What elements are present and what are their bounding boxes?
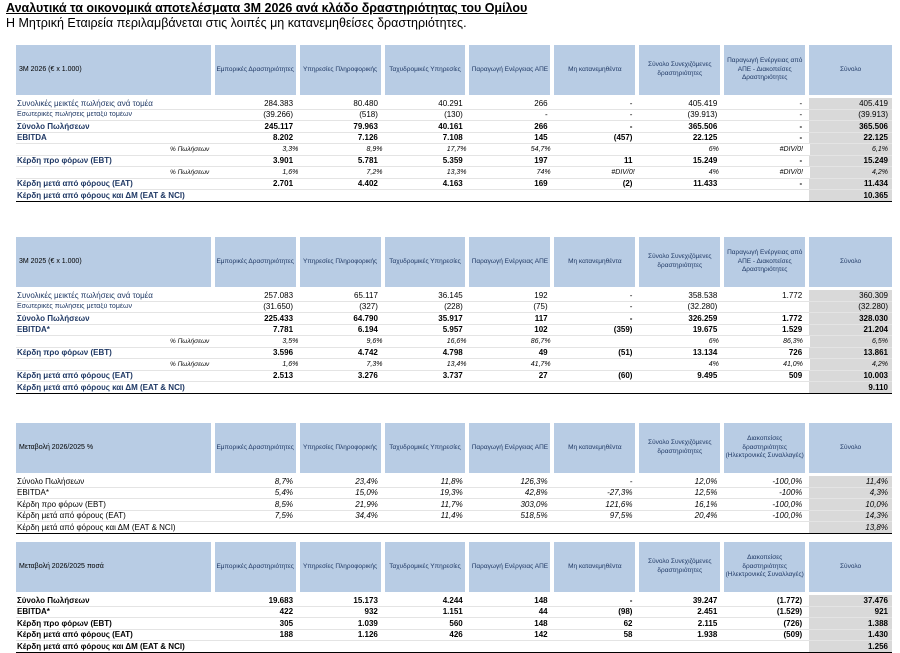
column-header: Υπηρεσίες Πληροφορικής	[300, 423, 381, 473]
table-cell: 117	[534, 313, 548, 323]
column-header: Παραγωγή Ενέργειας ΑΠΕ	[469, 423, 550, 473]
total-cell: 21.204	[809, 325, 892, 336]
column-header: Μη κατανεμηθέντα	[554, 542, 635, 592]
total-cell: 1.388	[809, 618, 892, 629]
table-cell: 4.402	[357, 179, 378, 189]
row-label: Σύνολο Πωλήσεων	[17, 313, 90, 323]
table-cell: 40.161	[438, 121, 463, 131]
table-cell: 15.249	[692, 156, 718, 166]
table-cell: 4.244	[442, 595, 463, 605]
table-cell: 422	[279, 607, 294, 617]
column-header: Ταχυδρομικές Υπηρεσίες	[385, 542, 466, 592]
total-cell: 405.419	[809, 98, 892, 109]
table-cell: 148	[534, 595, 548, 605]
table-row	[16, 371, 892, 383]
table-row	[16, 190, 892, 202]
table-cell: 19.675	[692, 325, 718, 335]
table-row	[16, 522, 892, 534]
total-cell: 1.430	[809, 630, 892, 641]
row-label: Σύνολο Πωλήσεων	[17, 121, 90, 131]
table-row	[16, 179, 892, 191]
table-cell: -	[629, 110, 633, 120]
table-cell: (39.266)	[263, 110, 294, 120]
table-cell: 11,8%	[440, 476, 463, 486]
table-cell: 54,7%	[530, 145, 551, 153]
table-cell: -	[799, 156, 803, 166]
total-cell: 10.003	[809, 371, 892, 382]
column-header: Εμπορικές Δραστηριότητες	[215, 542, 296, 592]
row-label: Κέρδη μετά από φόρους και ΔΜ (EAT & NCI)	[17, 382, 185, 392]
table-body	[16, 595, 892, 653]
table-cell: 148	[534, 618, 548, 628]
row-label: % Πωλήσεων	[170, 337, 210, 345]
row-label: Σύνολο Πωλήσεων	[17, 595, 90, 605]
table-cell: (1.529)	[776, 607, 803, 617]
total-cell: 9.110	[809, 382, 892, 393]
table-cell: (98)	[618, 607, 633, 617]
table-cell: 4%	[708, 360, 719, 368]
table-cell: 42,8%	[524, 488, 548, 498]
table-cell: 1.126	[357, 630, 378, 640]
column-header: Μη κατανεμηθέντα	[554, 45, 635, 95]
table-cell: 9.495	[697, 371, 718, 381]
row-label: Κέρδη προ φόρων (EBT)	[17, 348, 112, 358]
financial-table-2	[16, 237, 892, 394]
table-header	[16, 237, 892, 287]
total-cell: 37.476	[809, 595, 892, 606]
row-label: Συνολικές μεικτές πωλήσεις ανά τομέα	[17, 290, 153, 300]
table-row	[16, 156, 892, 168]
table-cell: 1,6%	[282, 360, 299, 368]
table-period-label: Μεταβολή 2026/2025 ποσά	[16, 542, 211, 592]
table-cell: 6.194	[357, 325, 378, 335]
table-cell: 19,3%	[440, 488, 463, 498]
row-label: Συνολικές μεικτές πωλήσεις ανά τομέα	[17, 98, 153, 108]
table-row	[16, 325, 892, 337]
row-label: EBITDA	[17, 133, 47, 143]
table-cell: 15,0%	[355, 488, 378, 498]
table-cell: -	[629, 290, 633, 300]
column-header: Εμπορικές Δραστηριότητες	[215, 237, 296, 287]
total-cell: 13.861	[809, 348, 892, 359]
row-label: Εσωτερικές πωλήσεις μεταξύ τομέων	[17, 303, 132, 311]
column-header: Παραγωγή Ενέργειας ΑΠΕ	[469, 542, 550, 592]
table-cell: 11,7%	[440, 499, 463, 509]
table-cell: 932	[364, 607, 378, 617]
table-cell: 8.202	[273, 133, 294, 143]
row-label: Κέρδη μετά από φόρους (EAT)	[17, 630, 133, 640]
table-cell: 257.083	[264, 290, 294, 300]
table-cell: 7,5%	[274, 511, 294, 521]
total-cell: 11.434	[809, 179, 892, 190]
table-row	[16, 476, 892, 488]
table-cell: 2.451	[697, 607, 718, 617]
column-header: Παραγωγή Ενέργειας ΑΠΕ	[469, 237, 550, 287]
table-cell: 3,5%	[282, 337, 299, 345]
table-cell: 1.151	[442, 607, 463, 617]
row-label: Κέρδη προ φόρων (EBT)	[17, 618, 112, 628]
table-row	[16, 348, 892, 360]
table-cell: 4.163	[442, 179, 463, 189]
table-cell: (518)	[359, 110, 378, 120]
column-header: Υπηρεσίες Πληροφορικής	[300, 45, 381, 95]
table-cell: (327)	[359, 302, 378, 312]
table-cell: -	[799, 121, 803, 131]
row-label: Κέρδη μετά από φόρους (EAT)	[17, 179, 133, 189]
column-header: Παραγωγή Ενέργειας ΑΠΕ	[469, 45, 550, 95]
table-row	[16, 618, 892, 630]
table-cell: 7.108	[442, 133, 463, 143]
row-label: % Πωλήσεων	[170, 145, 210, 153]
table-cell: 62	[623, 618, 633, 628]
total-cell: 14,3%	[809, 511, 892, 522]
total-cell: 13,8%	[809, 522, 892, 533]
table-cell: 169	[534, 179, 548, 189]
table-cell: 3,3%	[282, 145, 299, 153]
table-cell: 303,0%	[520, 499, 548, 509]
table-row	[16, 313, 892, 325]
total-cell: 4,3%	[809, 488, 892, 499]
column-header: Εμπορικές Δραστηριότητες	[215, 45, 296, 95]
table-cell: (457)	[613, 133, 633, 143]
table-cell: 245.117	[264, 121, 294, 131]
table-row	[16, 488, 892, 500]
table-cell: 192	[534, 290, 548, 300]
table-cell: 726	[788, 348, 803, 358]
table-cell: -	[629, 121, 633, 131]
table-cell: 12,5%	[694, 488, 718, 498]
table-cell: 6%	[708, 337, 719, 345]
row-label: Κέρδη μετά από φόρους και ΔΜ (EAT & NCI)	[17, 190, 185, 200]
table-cell: 1.529	[782, 325, 803, 335]
table-cell: 225.433	[264, 313, 294, 323]
table-cell: 1.772	[782, 313, 803, 323]
table-cell: 4.798	[442, 348, 463, 358]
row-label: Εσωτερικές πωλήσεις μεταξύ τομέων	[17, 111, 132, 119]
table-cell: 7,2%	[366, 168, 383, 176]
table-cell: 17,7%	[446, 145, 467, 153]
table-body	[16, 290, 892, 394]
table-cell: 3.276	[357, 371, 378, 381]
table-cell: 5.781	[357, 156, 378, 166]
table-period-label: 3M 2026 (€ x 1.000)	[16, 45, 211, 95]
table-cell: 1.938	[697, 630, 718, 640]
table-cell: 49	[538, 348, 548, 358]
column-header: Διακοπείσες δραστηριότητες (Ηλεκτρονικές Συναλλαγές)	[724, 423, 805, 473]
table-cell: 2.513	[273, 371, 294, 381]
table-cell: 97,5%	[609, 511, 633, 521]
table-cell: (60)	[618, 371, 633, 381]
table-cell: 426	[449, 630, 463, 640]
table-cell: 13.134	[692, 348, 718, 358]
column-header: Σύνολο Συνεχιζόμενες δραστηριότητες	[639, 237, 720, 287]
table-cell: 64.790	[353, 313, 378, 323]
total-cell: (32.280)	[809, 302, 892, 313]
table-cell: 8,5%	[274, 499, 294, 509]
table-cell: 5,4%	[274, 488, 294, 498]
table-row	[16, 511, 892, 523]
table-cell: -100,0%	[772, 511, 803, 521]
column-header: Σύνολο Συνεχιζόμενες δραστηριότητες	[639, 423, 720, 473]
table-header	[16, 423, 892, 473]
table-cell: 13,3%	[446, 168, 467, 176]
total-cell: 1.256	[809, 641, 892, 652]
column-header: Ταχυδρομικές Υπηρεσίες	[385, 423, 466, 473]
table-cell: 12,0%	[694, 476, 718, 486]
table-cell: 44	[538, 607, 548, 617]
table-cell: -	[544, 110, 548, 120]
table-cell: 13,4%	[446, 360, 467, 368]
table-cell: -	[629, 302, 633, 312]
column-header: Παραγωγή Ενέργειας από ΑΠΕ - Διακοπείσες Δραστηριότητες	[724, 45, 805, 95]
table-cell: 188	[279, 630, 294, 640]
table-cell: 365.506	[688, 121, 718, 131]
table-cell: 11,4%	[440, 511, 463, 521]
table-header	[16, 45, 892, 95]
table-header	[16, 542, 892, 592]
table-cell: -	[629, 313, 633, 323]
table-cell: -	[799, 110, 803, 120]
row-label: Σύνολο Πωλήσεων	[17, 476, 85, 486]
table-cell: 560	[449, 618, 463, 628]
total-column-header: Σύνολο	[809, 542, 892, 592]
table-cell: 3.596	[273, 348, 294, 358]
table-cell: 145	[534, 133, 548, 143]
total-cell: 22.125	[809, 133, 892, 144]
table-cell: 284.383	[264, 98, 294, 108]
table-cell: 11	[624, 156, 633, 166]
column-header: Διακοπείσες δραστηριότητες (Ηλεκτρονικές Συναλλαγές)	[724, 542, 805, 592]
table-row	[16, 110, 892, 122]
table-cell: 1.772	[782, 290, 803, 300]
table-cell: 518,5%	[520, 511, 548, 521]
table-cell: 4.742	[357, 348, 378, 358]
table-cell: -	[629, 98, 633, 108]
financial-table-1	[16, 45, 892, 202]
column-header: Υπηρεσίες Πληροφορικής	[300, 237, 381, 287]
table-cell: (75)	[533, 302, 548, 312]
table-cell: 1.039	[357, 618, 378, 628]
column-header: Ταχυδρομικές Υπηρεσίες	[385, 45, 466, 95]
row-label: % Πωλήσεων	[170, 360, 210, 368]
table-cell: 41,0%	[783, 360, 803, 368]
column-header: Εμπορικές Δραστηριότητες	[215, 423, 296, 473]
table-cell: 74%	[536, 168, 551, 176]
table-row	[16, 98, 892, 110]
table-cell: -	[629, 476, 633, 486]
table-cell: 86,3%	[783, 337, 803, 345]
total-column-header: Σύνολο	[809, 45, 892, 95]
table-cell: -100,0%	[772, 499, 803, 509]
row-label: Κέρδη μετά από φόρους (EAT)	[17, 511, 126, 521]
table-cell: 509	[788, 371, 803, 381]
table-row	[16, 302, 892, 314]
table-cell: (130)	[444, 110, 463, 120]
table-cell: 22.125	[692, 133, 718, 143]
table-cell: -	[799, 133, 803, 143]
page-title: Αναλυτικά τα οικονομικά αποτελέσματα 3Μ 2026 ανά κλάδο δραστηριότητας του Ομίλου	[6, 1, 528, 15]
table-cell: 8,7%	[274, 476, 294, 486]
total-cell: 6,5%	[810, 336, 892, 347]
table-cell: 3.901	[273, 156, 294, 166]
table-cell: 358.538	[688, 290, 718, 300]
column-header: Σύνολο Συνεχιζόμενες δραστηριότητες	[639, 45, 720, 95]
table-cell: 16,1%	[694, 499, 718, 509]
table-cell: 405.419	[688, 98, 718, 108]
table-cell: 34,4%	[355, 511, 378, 521]
total-cell: 921	[809, 607, 892, 618]
column-header: Μη κατανεμηθέντα	[554, 423, 635, 473]
total-cell: 365.506	[809, 121, 892, 132]
table-cell: #DIV/0!	[779, 145, 803, 153]
table-row	[16, 630, 892, 642]
table-cell: (228)	[444, 302, 463, 312]
table-cell: 41,7%	[530, 360, 551, 368]
table-row	[16, 336, 892, 348]
table-period-label: 3M 2025 (€ x 1.000)	[16, 237, 211, 287]
table-cell: 58	[623, 630, 633, 640]
table-cell: 3.737	[442, 371, 463, 381]
row-label: Κέρδη μετά από φόρους και ΔΜ (EAT & NCI)	[17, 522, 176, 532]
table-cell: (39.913)	[687, 110, 718, 120]
table-cell: 15.173	[353, 595, 378, 605]
table-cell: 6%	[708, 145, 719, 153]
table-cell: 23,4%	[355, 476, 378, 486]
table-cell: 35.917	[438, 313, 463, 323]
table-cell: (31.650)	[263, 302, 294, 312]
table-cell: -100%	[779, 488, 803, 498]
row-label: Κέρδη προ φόρων (EBT)	[17, 499, 106, 509]
table-cell: -	[629, 595, 633, 605]
table-cell: 1,6%	[282, 168, 299, 176]
table-cell: -	[799, 98, 803, 108]
row-label: EBITDA*	[17, 325, 50, 335]
table-row	[16, 595, 892, 607]
column-header: Ταχυδρομικές Υπηρεσίες	[385, 237, 466, 287]
total-cell: 10,0%	[809, 499, 892, 510]
table-row	[16, 290, 892, 302]
table-cell: (1.772)	[776, 595, 803, 605]
row-label: EBITDA*	[17, 488, 50, 498]
table-cell: -100,0%	[772, 476, 803, 486]
table-cell: 4%	[708, 168, 719, 176]
table-cell: 7.781	[273, 325, 294, 335]
table-cell: 21,9%	[355, 499, 378, 509]
table-cell: -	[799, 179, 803, 189]
total-column-header: Σύνολο	[809, 423, 892, 473]
table-cell: 40.291	[438, 98, 463, 108]
total-cell: 10.365	[809, 190, 892, 201]
total-cell: 15.249	[809, 156, 892, 167]
table-row	[16, 133, 892, 145]
row-label: Κέρδη προ φόρων (EBT)	[17, 156, 112, 166]
table-cell: (51)	[618, 348, 633, 358]
table-cell: (726)	[783, 618, 803, 628]
table-cell: 5.359	[442, 156, 463, 166]
table-cell: 7,3%	[366, 360, 383, 368]
table-row	[16, 121, 892, 133]
table-cell: 305	[279, 618, 294, 628]
table-cell: 8,9%	[366, 145, 383, 153]
column-header: Παραγωγή Ενέργειας από ΑΠΕ - Διακοπείσες Δραστηριότητες	[724, 237, 805, 287]
table-cell: 80.480	[353, 98, 378, 108]
table-cell: (509)	[783, 630, 803, 640]
financial-table-3	[16, 423, 892, 534]
page-subtitle: Η Μητρική Εταιρεία περιλαμβάνεται στις λοιπές μη κατανεμηθείσες δραστηριότητες.	[6, 16, 467, 30]
table-row	[16, 607, 892, 619]
column-header: Μη κατανεμηθέντα	[554, 237, 635, 287]
total-cell: (39.913)	[809, 110, 892, 121]
table-cell: 36.145	[438, 290, 463, 300]
row-label: Κέρδη μετά από φόρους (EAT)	[17, 371, 133, 381]
table-period-label: Μεταβολή 2026/2025 %	[16, 423, 211, 473]
table-body	[16, 98, 892, 202]
table-row	[16, 144, 892, 156]
table-row	[16, 359, 892, 371]
row-label: % Πωλήσεων	[170, 168, 210, 176]
total-cell: 6,1%	[810, 144, 892, 155]
table-cell: 16,6%	[446, 337, 467, 345]
table-cell: 142	[534, 630, 548, 640]
table-cell: 121,6%	[605, 499, 633, 509]
table-cell: 2.115	[697, 618, 718, 628]
table-cell: 5.957	[442, 325, 463, 335]
table-row	[16, 382, 892, 394]
table-cell: 39.247	[692, 595, 718, 605]
table-cell: 266	[534, 98, 548, 108]
table-cell: 126,3%	[520, 476, 548, 486]
table-cell: #DIV/0!	[611, 168, 635, 176]
total-cell: 360.309	[809, 290, 892, 301]
table-body	[16, 476, 892, 534]
row-label: EBITDA*	[17, 607, 50, 617]
table-cell: 7.126	[357, 133, 378, 143]
total-cell: 328.030	[809, 313, 892, 324]
total-cell: 11,4%	[809, 476, 892, 487]
table-cell: 20,4%	[694, 511, 718, 521]
table-cell: 19.683	[268, 595, 294, 605]
table-cell: (359)	[613, 325, 633, 335]
table-cell: 326.259	[688, 313, 718, 323]
total-cell: 4,2%	[810, 359, 892, 370]
table-cell: 65.117	[354, 290, 378, 300]
column-header: Σύνολο Συνεχιζόμενες δραστηριότητες	[639, 542, 720, 592]
total-column-header: Σύνολο	[809, 237, 892, 287]
table-row	[16, 499, 892, 511]
table-cell: 27	[538, 371, 548, 381]
table-cell: -27,3%	[607, 488, 633, 498]
table-cell: 102	[534, 325, 548, 335]
table-cell: 86,7%	[530, 337, 551, 345]
total-cell: 4,2%	[810, 167, 892, 178]
table-cell: 2.701	[273, 179, 294, 189]
column-header: Υπηρεσίες Πληροφορικής	[300, 542, 381, 592]
table-cell: 11.433	[693, 179, 718, 189]
table-row	[16, 167, 892, 179]
table-cell: (32.280)	[687, 302, 718, 312]
table-cell: 266	[534, 121, 548, 131]
table-cell: #DIV/0!	[779, 168, 803, 176]
financial-table-4	[16, 542, 892, 653]
table-cell: (2)	[622, 179, 633, 189]
table-cell: 9,6%	[366, 337, 383, 345]
row-label: Κέρδη μετά από φόρους και ΔΜ (EAT & NCI)	[17, 641, 185, 651]
table-cell: 79.963	[353, 121, 378, 131]
table-cell: 197	[534, 156, 548, 166]
